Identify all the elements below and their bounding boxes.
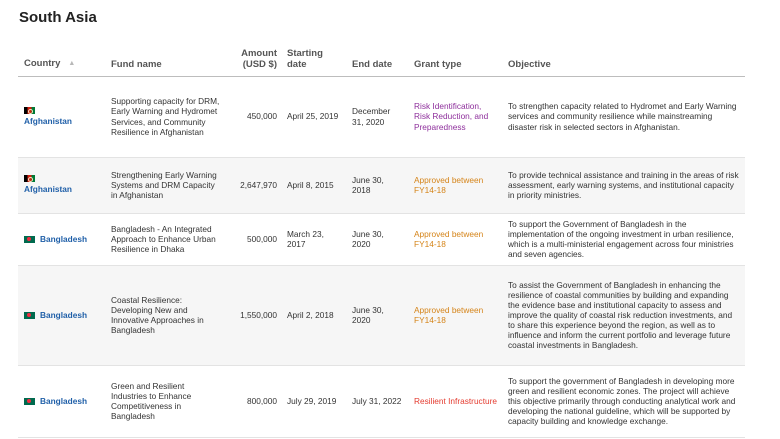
fund-name-cell: Green and Resilient Industries to Enhance Competitiveness in Bangladesh xyxy=(105,365,226,437)
starting-date-cell: March 23, 2017 xyxy=(281,213,346,265)
column-header-amount-label: Amount (USD $) xyxy=(241,47,277,70)
country-cell xyxy=(18,213,105,265)
starting-date-cell: April 2, 2018 xyxy=(281,265,346,365)
column-header-grant-type[interactable] xyxy=(408,40,502,76)
grant-type-cell: Approved between FY14-18 xyxy=(408,265,502,365)
column-header-country-label: Country xyxy=(24,58,61,70)
afghanistan-flag-icon xyxy=(24,175,35,182)
country-link[interactable]: Afghanistan xyxy=(24,184,72,195)
column-header-end-date-label: End date xyxy=(352,58,393,70)
objective-cell: To support the Government of Bangladesh in the implementation of the ongoing investment in urban resilience, which is a multi-ministerial engagement across four ministries and seven agencies. xyxy=(502,213,745,265)
country-link[interactable]: Bangladesh xyxy=(40,309,88,320)
table-row xyxy=(18,365,745,437)
country-cell xyxy=(18,265,105,365)
grant-type-cell: Risk Identification, Risk Reduction, and Preparedness xyxy=(408,76,502,157)
fund-name-cell: Supporting capacity for DRM, Early Warning and Hydromet Services, and Community Resilience in Afghanistan xyxy=(105,76,226,157)
table-row xyxy=(18,157,745,213)
table-row xyxy=(18,265,745,365)
objective-cell: To assist the Government of Bangladesh in enhancing the resilience of coastal communities by building and expanding the evidence base and institutional capacity to assess and improve the quality of coastal risk reduction investments, and to share this experience beyond the region, as well as to influence and inform the current portfolio and leverage future coastal investments in Bangladesh. xyxy=(502,265,745,365)
column-header-starting-date-label: Starting date xyxy=(287,47,323,70)
grants-table xyxy=(18,40,745,438)
region-title: South Asia xyxy=(19,9,97,26)
amount-cell: 1,550,000 xyxy=(226,265,281,365)
country-cell xyxy=(18,365,105,437)
country-cell xyxy=(18,76,105,157)
country-link[interactable]: Afghanistan xyxy=(24,115,72,126)
column-header-fund-name[interactable] xyxy=(105,40,226,76)
table-row xyxy=(18,76,745,157)
amount-cell: 450,000 xyxy=(226,76,281,157)
end-date-cell: June 30, 2020 xyxy=(346,265,408,365)
table-row xyxy=(18,213,745,265)
column-header-end-date[interactable] xyxy=(346,40,408,76)
end-date-cell: June 30, 2020 xyxy=(346,213,408,265)
column-header-objective[interactable] xyxy=(502,40,745,76)
end-date-cell: June 30, 2018 xyxy=(346,157,408,213)
end-date-cell: December 31, 2020 xyxy=(346,76,408,157)
sort-ascending-icon[interactable]: ▲ xyxy=(68,60,76,68)
objective-cell: To support the government of Bangladesh in developing more green and resilient economic zones. The project will achieve this objective primarily through conducting analytical work and developing the national guideline, which will be supported by capacity building and knowledge exchange. xyxy=(502,365,745,437)
bangladesh-flag-icon xyxy=(24,236,35,243)
country-link[interactable]: Bangladesh xyxy=(40,233,88,244)
end-date-cell: July 31, 2022 xyxy=(346,365,408,437)
grant-type-cell: Approved between FY14-18 xyxy=(408,157,502,213)
amount-cell: 500,000 xyxy=(226,213,281,265)
amount-cell: 800,000 xyxy=(226,365,281,437)
column-header-grant-type-label: Grant type xyxy=(414,58,462,70)
objective-cell: To strengthen capacity related to Hydromet and Early Warning services and community resilience while mainstreaming disaster risk in selected sectors in Afghanistan. xyxy=(502,76,745,157)
fund-name-cell: Coastal Resilience: Developing New and Innovative Approaches in Bangladesh xyxy=(105,265,226,365)
fund-name-cell: Strengthening Early Warning Systems and DRM Capacity in Afghanistan xyxy=(105,157,226,213)
column-header-starting-date[interactable] xyxy=(281,40,346,76)
bangladesh-flag-icon xyxy=(24,398,35,405)
afghanistan-flag-icon xyxy=(24,107,35,114)
amount-cell: 2,647,970 xyxy=(226,157,281,213)
objective-cell: To provide technical assistance and training in the areas of risk assessment, early warning systems, and institutional capacity in priority ministries. xyxy=(502,157,745,213)
table-header-row xyxy=(18,40,745,76)
country-cell xyxy=(18,157,105,213)
column-header-country[interactable] xyxy=(18,40,105,76)
bangladesh-flag-icon xyxy=(24,312,35,319)
grant-type-cell: Resilient Infrastructure xyxy=(408,365,502,437)
fund-name-cell: Bangladesh - An Integrated Approach to Enhance Urban Resilience in Dhaka xyxy=(105,213,226,265)
starting-date-cell: April 25, 2019 xyxy=(281,76,346,157)
column-header-objective-label: Objective xyxy=(508,58,551,70)
starting-date-cell: July 29, 2019 xyxy=(281,365,346,437)
grant-type-cell: Approved between FY14-18 xyxy=(408,213,502,265)
starting-date-cell: April 8, 2015 xyxy=(281,157,346,213)
column-header-amount[interactable] xyxy=(226,40,281,76)
country-link[interactable]: Bangladesh xyxy=(40,395,88,406)
column-header-fund-name-label: Fund name xyxy=(111,58,162,70)
